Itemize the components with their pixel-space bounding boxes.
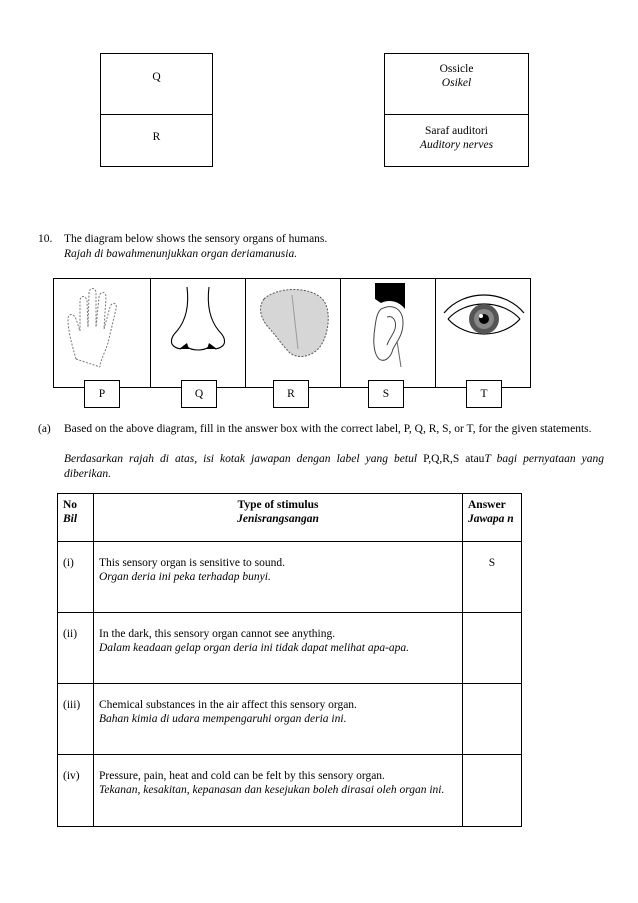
header-no-en: No <box>63 499 78 511</box>
part-a-my-2: P,Q,R,S atau <box>423 453 485 465</box>
statement-en: In the dark, this sensory organ cannot see anything. <box>99 628 336 640</box>
box-divider <box>101 114 212 115</box>
ossicle-label: Ossicle <box>439 63 474 75</box>
tongue-icon <box>246 279 341 379</box>
statement-my: Organ deria ini peka terhadap bunyi. <box>99 571 271 583</box>
saraf-label: Saraf auditori <box>425 125 488 137</box>
auditory-nerves-label: Auditory nerves <box>419 139 494 151</box>
header-stimulus-en: Type of stimulus <box>237 499 319 511</box>
table-header <box>58 494 522 542</box>
row-statement <box>94 613 463 684</box>
statement-en: Chemical substances in the air affect this sensory organ. <box>99 699 357 711</box>
row-number: (i) <box>58 542 94 613</box>
answer-box[interactable] <box>463 684 522 755</box>
header-answer <box>463 494 522 542</box>
header-stimulus <box>94 494 463 542</box>
question-text-my: Rajah di bawahmenunjukkan organ deriamanusia. <box>64 248 298 260</box>
eye-icon <box>436 279 531 379</box>
answer-box[interactable]: S <box>463 542 522 613</box>
hand-icon <box>54 279 150 379</box>
row-statement <box>94 542 463 613</box>
organ-label-r: R <box>273 380 309 408</box>
row-statement <box>94 684 463 755</box>
sensory-organ-diagram <box>53 278 531 388</box>
row-number: (iv) <box>58 755 94 827</box>
statement-en: This sensory organ is sensitive to sound. <box>99 557 286 569</box>
row-number: (iii) <box>58 684 94 755</box>
table-row <box>58 684 522 755</box>
ear-panel <box>340 279 435 387</box>
organ-label-q: Q <box>181 380 217 408</box>
row-number: (ii) <box>58 613 94 684</box>
header-answer-en: Answer <box>468 499 506 511</box>
ear-icon <box>341 279 436 379</box>
question-text-en: The diagram below shows the sensory organs of humans. <box>64 233 328 245</box>
table-row <box>58 755 522 827</box>
question-number: 10. <box>38 233 53 245</box>
header-no <box>58 494 94 542</box>
stimulus-table <box>57 493 522 827</box>
box-label-r: R <box>152 131 161 143</box>
nose-icon <box>151 279 246 379</box>
statement-en: Pressure, pain, heat and cold can be felt by this sensory organ. <box>99 770 385 782</box>
row-statement <box>94 755 463 827</box>
part-a-text-my <box>64 452 604 482</box>
box-divider <box>385 114 528 115</box>
part-a-marker: (a) <box>38 423 51 435</box>
osikel-label: Osikel <box>441 77 472 89</box>
nose-panel <box>150 279 245 387</box>
header-answer-my: Jawapa n <box>468 513 514 525</box>
organ-label-s: S <box>368 380 404 408</box>
box-label-q: Q <box>152 71 161 83</box>
answer-box[interactable] <box>463 755 522 827</box>
part-a-my-3: T bagi pernyataan yang diberikan. <box>64 453 604 480</box>
statement-my: Dalam keadaan gelap organ deria ini tidak dapat melihat apa-apa. <box>99 642 410 654</box>
part-a-text-en: Based on the above diagram, fill in the answer box with the correct label, P, Q, R, S, or T, for the given statements. <box>64 423 592 435</box>
part-a-my-1: Berdasarkan rajah di atas, isi kotak jawapan dengan label yang betul <box>64 453 424 465</box>
eye-panel <box>435 279 530 387</box>
table-row <box>58 542 522 613</box>
table-row <box>58 613 522 684</box>
answer-box[interactable] <box>463 613 522 684</box>
statement-my: Tekanan, kesakitan, kepanasan dan kesejukan boleh dirasai oleh organ ini. <box>99 784 445 796</box>
organ-label-t: T <box>466 380 502 408</box>
organ-label-p: P <box>84 380 120 408</box>
ossicle-nerve-box <box>384 53 529 167</box>
q-r-box <box>100 53 213 167</box>
statement-my: Bahan kimia di udara mempengaruhi organ deria ini. <box>99 713 347 725</box>
tongue-panel <box>245 279 340 387</box>
header-no-my: Bil <box>63 513 78 525</box>
header-stimulus-my: Jenisrangsangan <box>237 513 319 525</box>
hand-panel <box>54 279 150 387</box>
